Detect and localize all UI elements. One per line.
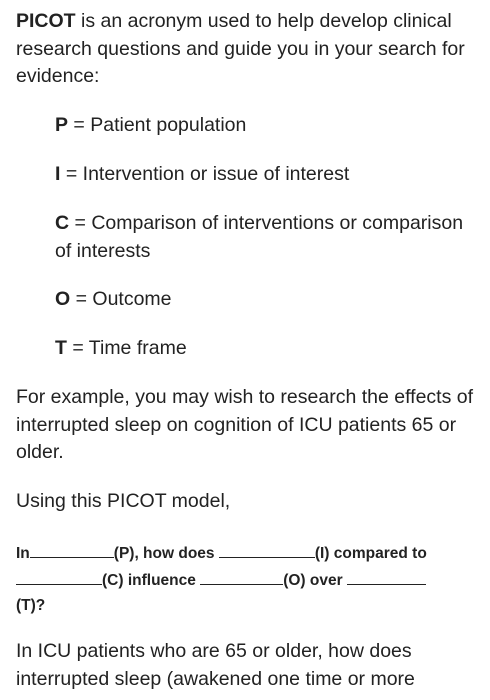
template-i: (I) compared to (314, 545, 427, 562)
blank-t (347, 570, 426, 585)
template-in: In (16, 545, 30, 562)
template-p: (P), how does (113, 545, 215, 562)
definition-c (55, 210, 475, 265)
definition-letter: I (55, 163, 61, 185)
definition-t (55, 335, 475, 363)
template-line-3 (16, 597, 476, 615)
definition-letter: C (55, 212, 70, 234)
blank-i (219, 543, 315, 558)
answer-paragraph: In ICU patients who are 65 or older, how does interrupted sleep (awakened one time or more (16, 640, 415, 690)
definition-text: = Outcome (70, 288, 172, 310)
example-paragraph: For example, you may wish to research the effects of interrupted sleep on cognition of ICU patients 65 or older. (16, 386, 474, 463)
definition-letter: P (55, 114, 69, 136)
template-c: (C) influence (102, 572, 196, 589)
definition-text: = Time frame (66, 337, 187, 359)
template-o: (O) over (283, 572, 343, 589)
intro-text: is an acronym used to help develop clinical research questions and guide you in your search for evidence: (16, 10, 465, 87)
picot-term: PICOT (16, 10, 76, 32)
blank-o (200, 570, 283, 585)
intro-paragraph (16, 8, 476, 91)
definition-letter: O (55, 288, 71, 310)
using-paragraph: Using this PICOT model, (16, 490, 231, 512)
template-t: (T)? (16, 597, 46, 614)
blank-c (16, 570, 102, 585)
definition-text: = Comparison of interventions or comparison of interests (55, 212, 464, 262)
blank-p (30, 543, 114, 558)
definition-text: = Intervention or issue of interest (60, 163, 350, 185)
definition-i (55, 161, 475, 189)
template-line-1 (16, 543, 476, 563)
template-line-2 (16, 570, 476, 590)
definition-p (55, 112, 475, 140)
definition-text: = Patient population (68, 114, 247, 136)
definition-letter: T (55, 337, 67, 359)
definition-o (55, 286, 475, 314)
